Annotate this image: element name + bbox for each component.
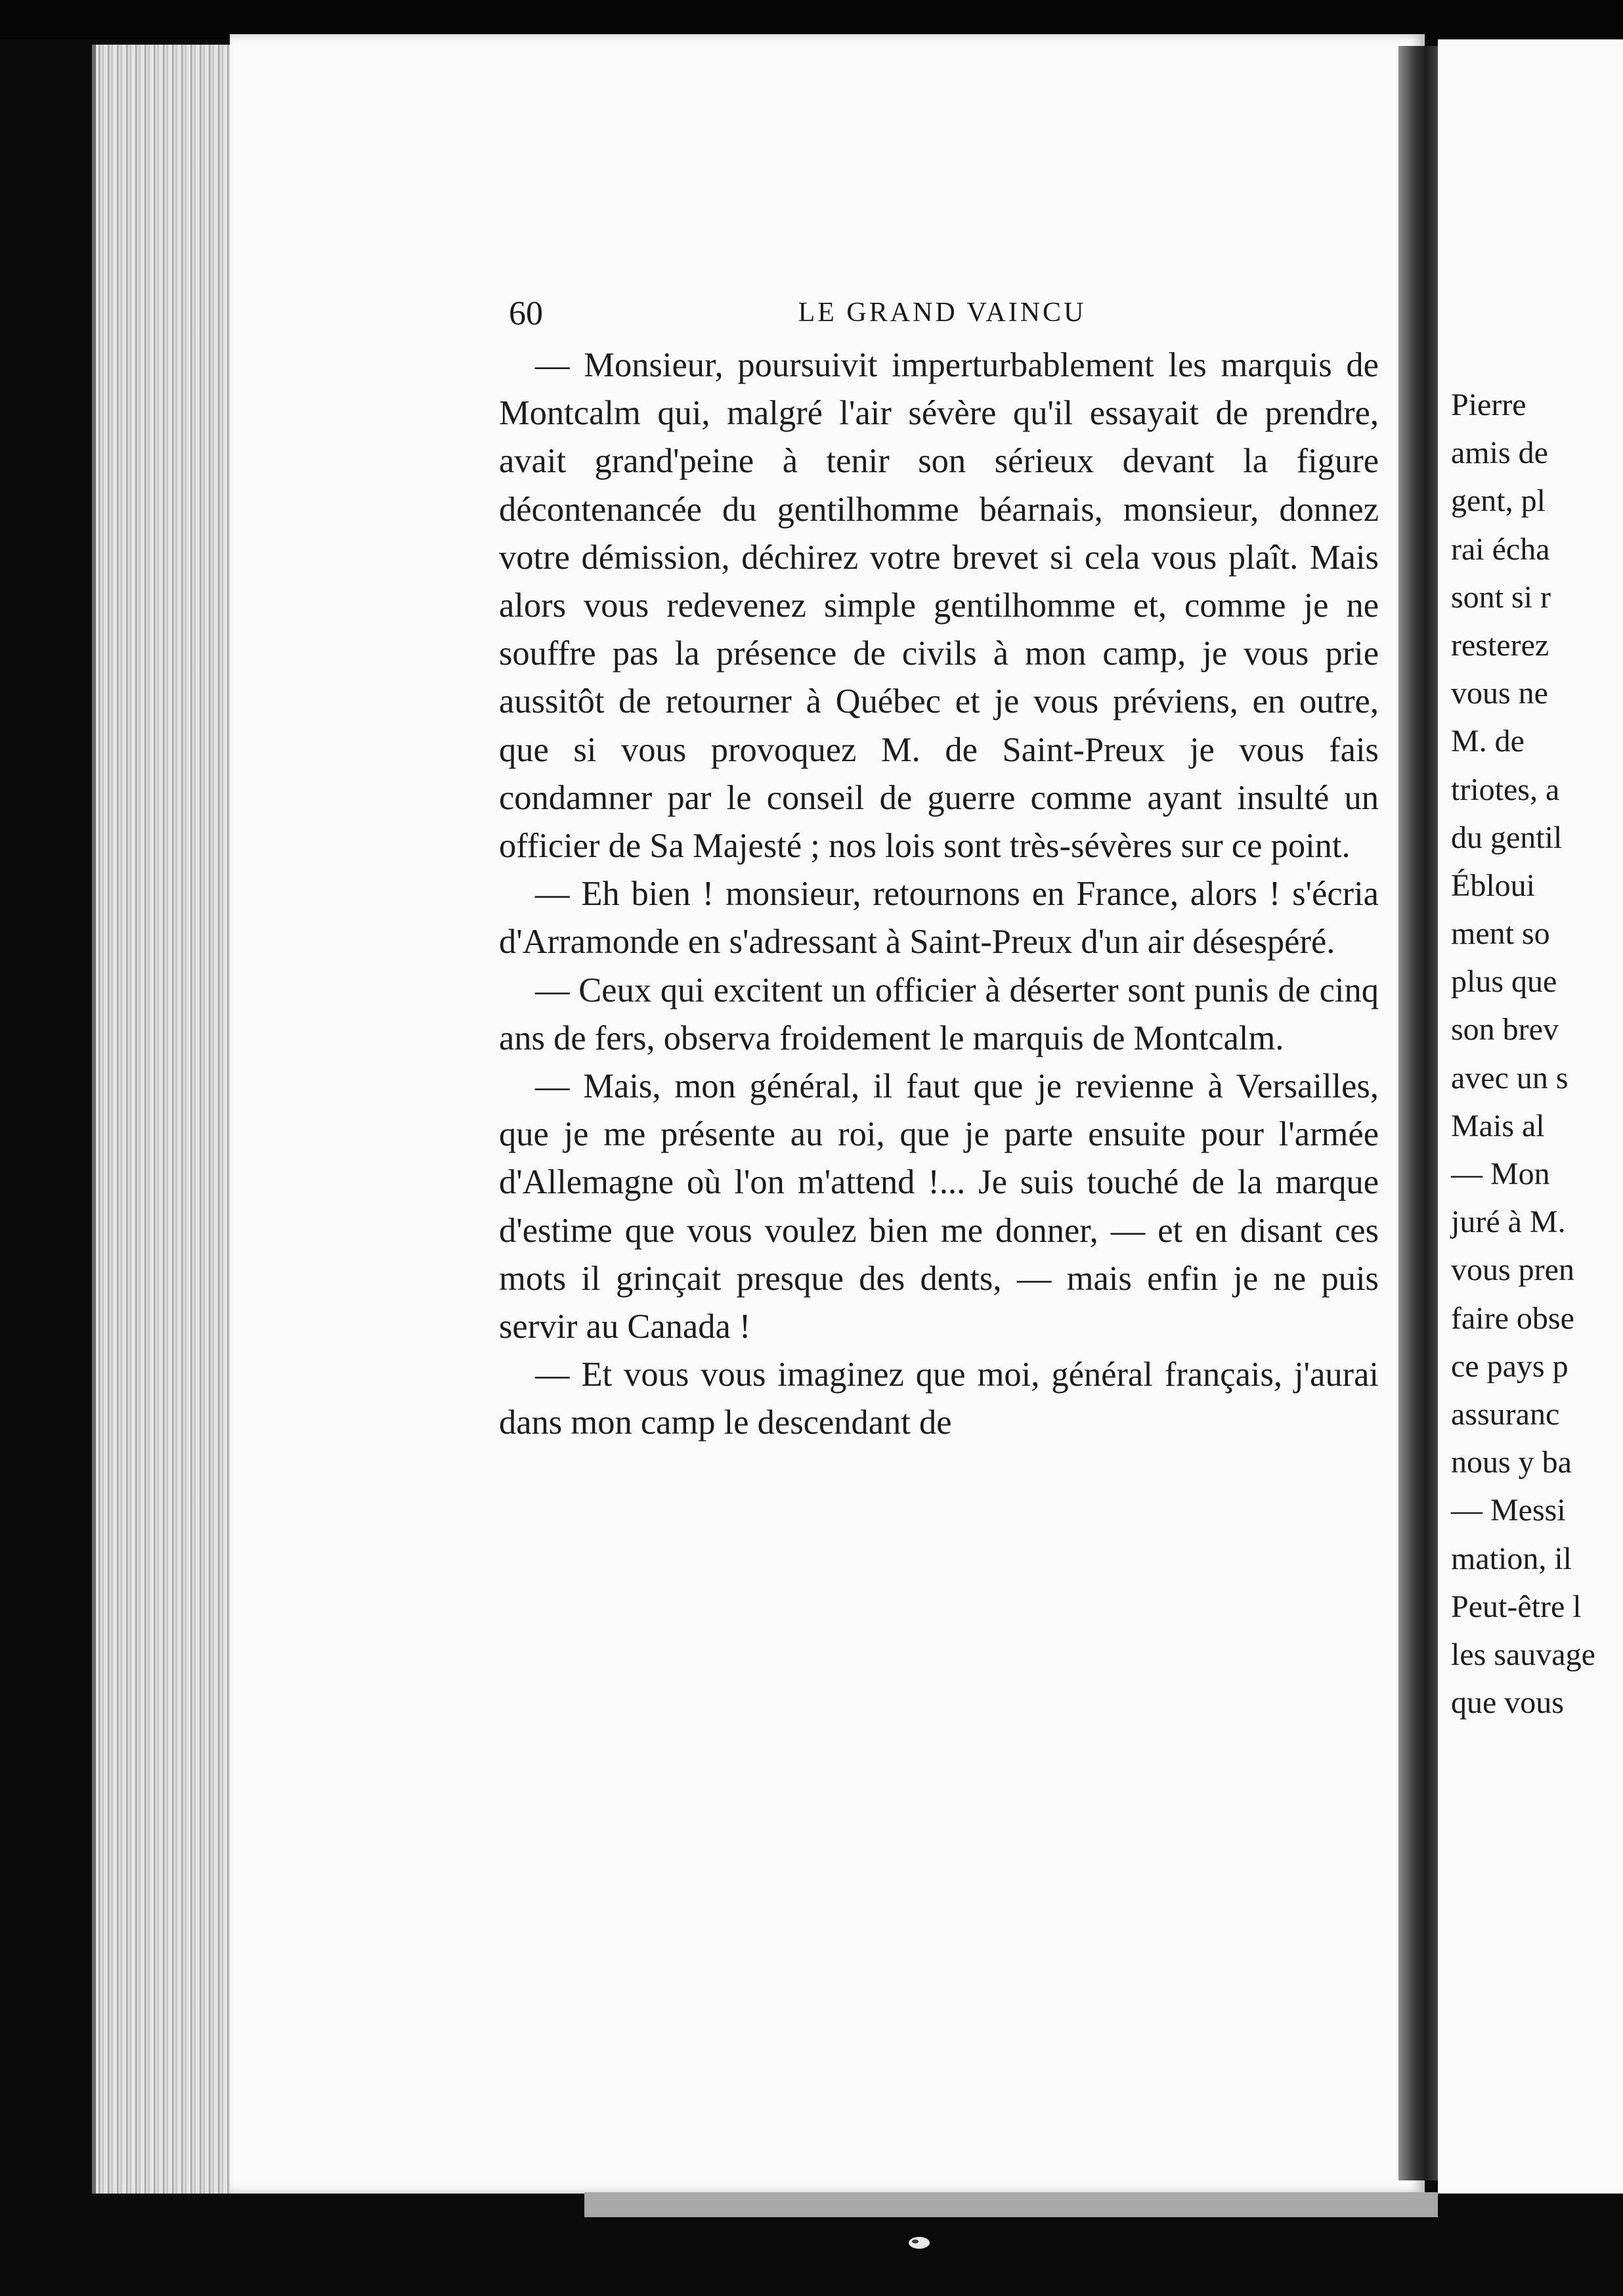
facing-page-line: vous pren [1451,1252,1574,1288]
facing-page-line: triotes, a [1451,772,1560,807]
facing-page-line: mation, il [1451,1541,1572,1576]
paragraph: — Monsieur, poursuivit imperturbablement les marquis de Montcalm qui, malgré l'air sévère qu'il essayait de prendre, avait grand'peine à tenir son sérieux devant la figure décontenancée du gentilhomme béarnais, monsieur, donnez votre démission, déchirez votre brevet si cela vous plaît. Mais alors vous redevenez simple gentilhomme et, comme je ne souffre pas la présence de civils à mon camp, je vous prie aussitôt de retourner à Québec et je vous préviens, en outre, que si vous provoquez M. de Saint-Preux je vous fais condamner par le conseil de guerre comme ayant insulté un officier de Sa Majesté ; nos lois sont très-sévères sur ce point. [499,346,1379,866]
facing-page-line: rai écha [1451,531,1550,567]
scan-speck [906,2233,932,2253]
page-bottom-edge [584,2192,1438,2217]
facing-page-line: Mais al [1451,1108,1545,1143]
facing-page-line: les sauvage [1451,1637,1595,1672]
facing-page-line: faire obse [1451,1300,1574,1336]
page-number: 60 [509,295,543,332]
book-page-edges [92,45,237,2194]
running-title: LE GRAND VAINCU [798,298,1087,328]
paragraph: — Ceux qui excitent un officier à déserter sont punis de cinq ans de fers, observa froidement le marquis de Montcalm. [499,971,1379,1057]
page-body [499,342,1379,1447]
facing-page-text [1451,381,1595,1727]
facing-page-line: gent, pl [1451,483,1546,519]
facing-page-line: amis de [1451,435,1548,471]
facing-page-line: resterez [1451,627,1549,663]
facing-page-line: que vous [1451,1685,1564,1721]
facing-page-line: Pierre [1451,387,1526,422]
facing-page-line: ce pays p [1451,1348,1569,1384]
paragraph: — Et vous vous imaginez que moi, général français, j'aurai dans mon camp le descendant de [499,1356,1379,1442]
facing-page [1438,39,1623,2194]
paragraph: — Mais, mon général, il faut que je revienne à Versailles, que je me présente au roi, que je parte ensuite pour l'armée d'Allemagne où l'on m'attend !... Je suis touché de la marque d'estime que vous voulez bien me donner, — et en disant ces mots il grinçait presque des dents, — mais enfin je ne puis servir au Canada ! [499,1067,1379,1346]
scan-top-border [0,0,1623,39]
facing-page-line: sont si r [1451,579,1551,615]
facing-page-line: juré à M. [1451,1204,1566,1240]
facing-page-line: Peut-être l [1451,1589,1582,1624]
facing-page-line: son brev [1451,1012,1559,1048]
facing-page-line: du gentil [1451,820,1563,855]
facing-page-line: Ébloui [1451,868,1535,903]
facing-page-line: M. de [1451,724,1525,759]
facing-page-line: nous y ba [1451,1445,1572,1480]
paragraph: — Eh bien ! monsieur, retournons en France, alors ! s'écria d'Arramonde en s'adressant à Saint-Preux d'un air désespéré. [499,875,1379,961]
facing-page-line: plus que [1451,964,1557,1000]
facing-page-line: — Mon [1451,1157,1550,1191]
facing-page-line: — Messi [1451,1493,1566,1528]
facing-page-line: ment so [1451,916,1550,952]
facing-page-line: vous ne [1451,676,1548,711]
facing-page-line: avec un s [1451,1060,1569,1095]
facing-page-line: assuranc [1451,1396,1560,1432]
page-header [509,294,1375,340]
